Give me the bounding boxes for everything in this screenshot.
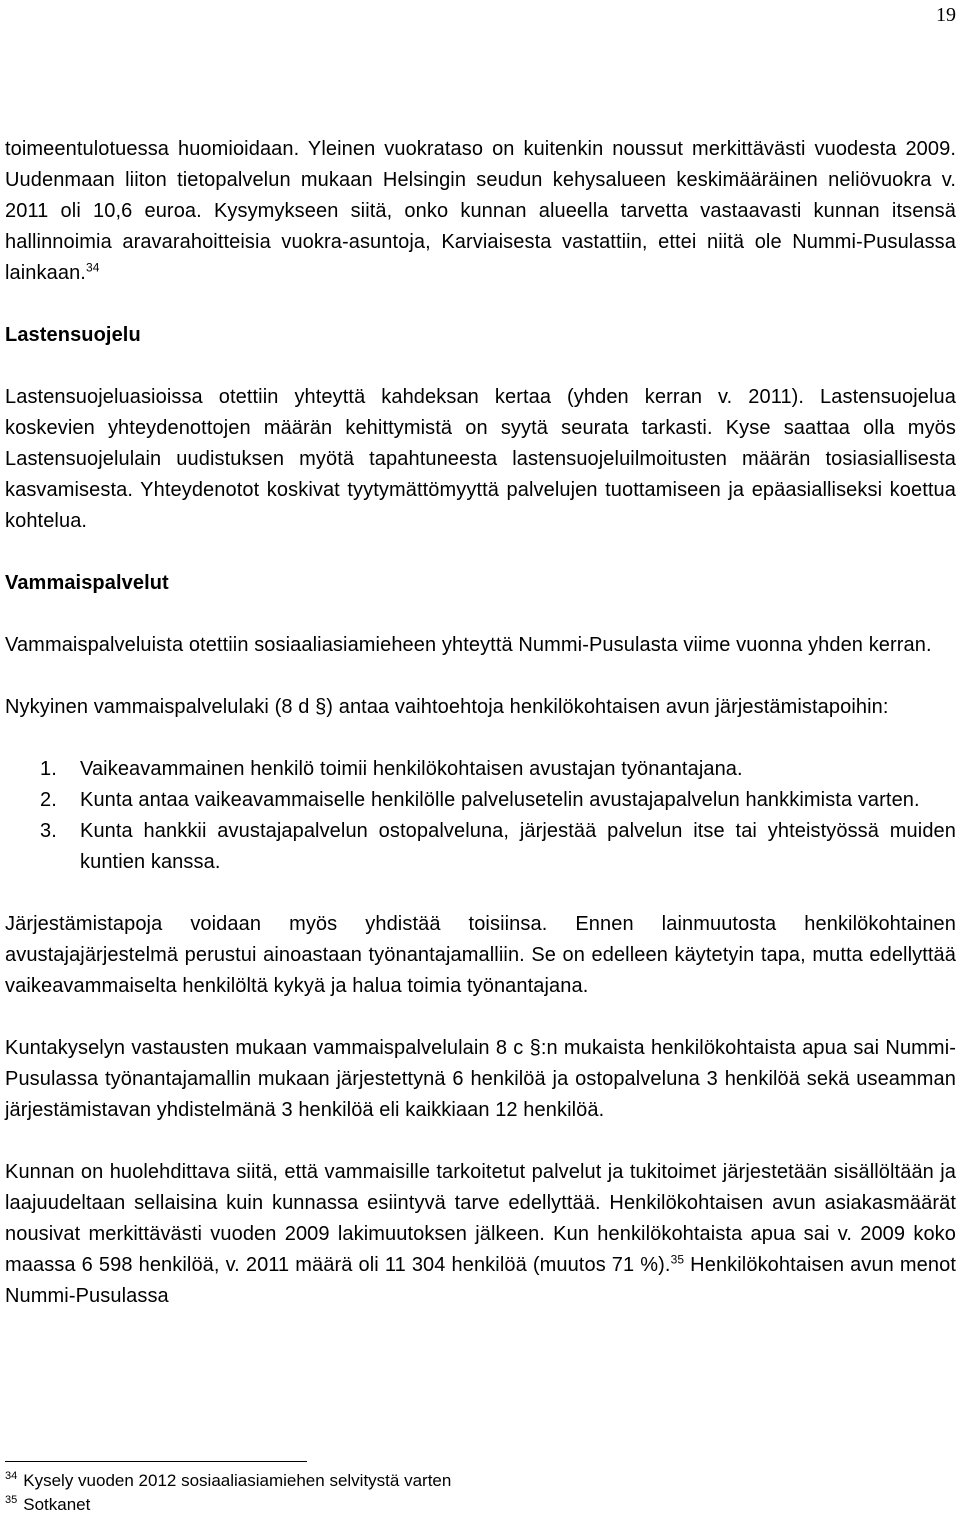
list-item-text: Kunta hankkii avustajapalvelun ostopalveluna, järjestää palvelun itse tai yhteistyössä muiden kuntien kanssa.	[80, 820, 956, 873]
footnote-divider	[5, 1461, 307, 1462]
footnote-number: 35	[5, 1494, 18, 1507]
paragraph-law: Nykyinen vammaispalvelulaki (8 d §) antaa vaihtoehtoja henkilökohtaisen avun järjestämistapoihin:	[5, 696, 889, 718]
list-item-text: Kunta antaa vaikeavammaiselle henkilölle palvelusetelin avustajapalvelun hankkimista varten.	[80, 789, 920, 811]
paragraph-vammaispalvelut-intro: Vammaispalveluista otettiin sosiaaliasiamieheen yhteyttä Nummi-Pusulasta viime vuonna yhden kerran.	[5, 634, 932, 656]
footnote	[5, 1469, 451, 1493]
list-item	[5, 816, 956, 878]
list-item-number: 1.	[40, 758, 57, 780]
arrangement-list	[5, 754, 956, 878]
list-item	[5, 785, 956, 816]
footnote-ref-34: 34	[85, 260, 100, 275]
footnote	[5, 1493, 451, 1517]
list-item-number: 2.	[40, 789, 57, 811]
paragraph-obligation	[5, 1157, 956, 1312]
paragraph-obligation-tail: Henkilökohtaisen avun menot Nummi-Pusulassa	[5, 1254, 956, 1307]
footnote-text: Kysely vuoden 2012 sosiaaliasiamiehen selvitystä varten	[23, 1471, 452, 1490]
paragraph-lastensuojelu: Lastensuojeluasioissa otettiin yhteyttä kahdeksan kertaa (yhden kerran v. 2011). Lastensuojelua koskevien yhteydenottojen määrän kehittymistä on syytä seurata tarkasti. Kyse saattaa olla myös Lastensuojelulain uudistuksen myötä tapahtuneesta lastensuojeluilmoitusten määrän tosiasiallisesta kasvamisesta. Yhteydenotot koskivat tyytymättömyyttä palvelujen tuottamiseen ja epäasialliseksi koettua kohtelua.	[5, 386, 956, 532]
footnote-ref-35: 35	[670, 1252, 685, 1267]
paragraph-obligation-text: Kunnan on huolehdittava siitä, että vammaisille tarkoitetut palvelut ja tukitoimet järjestetään sisällöltään ja laajuudeltaan sellaisina kuin kunnassa esiintyvä tarve edellyttää. Henkilökohtaisen avun asiakasmäärät nousivat merkittävästi vuoden 2009 lakimuutoksen jälkeen. Kun henkilökohtaista apua sai v. 2009 koko maassa 6 598 henkilöä, v. 2011 määrä oli 11 304 henkilöä (muutos 71 %).	[5, 1161, 956, 1276]
footnote-text: Sotkanet	[23, 1495, 91, 1514]
heading-lastensuojelu: Lastensuojelu	[5, 324, 141, 346]
paragraph-survey: Kuntakyselyn vastausten mukaan vammaispalvelulain 8 c §:n mukaista henkilökohtaista apua sai Nummi-Pusulassa työnantajamallin mukaan järjestettynä 6 henkilöä ja ostopalveluna 3 henkilöä sekä useamman järjestämistavan yhdistelmänä 3 henkilöä eli kaikkiaan 12 henkilöä.	[5, 1037, 956, 1121]
heading-vammaispalvelut: Vammaispalvelut	[5, 572, 169, 594]
document-body	[5, 134, 956, 1312]
paragraph-rent-text: toimeentulotuessa huomioidaan. Yleinen vuokrataso on kuitenkin noussut merkittävästi vuodesta 2009. Uudenmaan liiton tietopalvelun mukaan Helsingin seudun kehysalueen keskimääräinen neliövuokra v. 2011 oli 10,6 euroa. Kysymykseen siitä, onko kunnan alueella tarvetta vastaavasti kunnan itsensä hallinnoimia aravarahoitteisia vuokra-asuntoja, Karviaisesta vastattiin, ettei niitä ole Nummi-Pusulassa lainkaan.	[5, 138, 956, 284]
list-item-text: Vaikeavammainen henkilö toimii henkilökohtaisen avustajan työnantajana.	[80, 758, 743, 780]
list-item	[5, 754, 956, 785]
list-item-number: 3.	[40, 820, 57, 842]
footnote-number: 34	[5, 1470, 18, 1483]
footnotes	[5, 1469, 451, 1517]
page-number: 19	[936, 4, 956, 26]
paragraph-combination: Järjestämistapoja voidaan myös yhdistää toisiinsa. Ennen lainmuutosta henkilökohtainen avustajajärjestelmä perustui ainoastaan työnantajamalliin. Se on edelleen käytetyin tapa, mutta edellyttää vaikeavammaiselta henkilöltä kykyä ja halua toimia työnantajana.	[5, 913, 956, 997]
paragraph-rent	[5, 134, 956, 289]
